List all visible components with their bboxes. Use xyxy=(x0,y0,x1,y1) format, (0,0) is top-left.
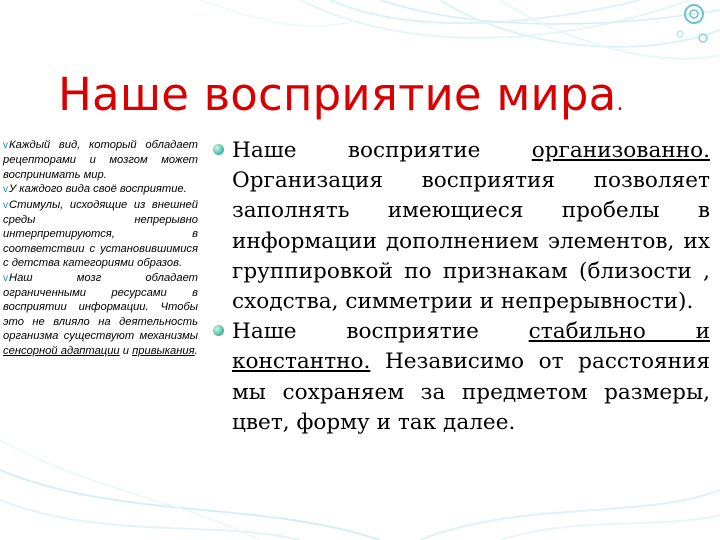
title-text: Наше восприятие мира xyxy=(58,68,617,121)
organized-underlined: организованно. xyxy=(531,138,710,163)
right-bullet-organized xyxy=(213,136,710,317)
left-bullet-text: У каждого вида своё восприятие. xyxy=(9,183,187,196)
left-bullet xyxy=(3,182,198,197)
sensory-adaptation-link[interactable]: сенсорной адаптации xyxy=(3,344,120,357)
right-text-column xyxy=(213,136,710,438)
round-bullet-icon xyxy=(213,325,224,336)
left-bullet-end: . xyxy=(194,344,198,357)
habituation-link[interactable]: привыкания xyxy=(132,344,195,357)
right-bullet-lead: Наше восприятие xyxy=(232,319,529,345)
right-bullet-lead: Наше восприятие xyxy=(232,138,532,163)
right-bullet-body: Организация восприятия позволяет заполнять имеющиеся пробелы в информации дополнением элементов, их группировкой по признакам (близости , сходства, симметрии и непрерывности). xyxy=(232,168,710,315)
left-text-column xyxy=(3,138,198,358)
left-bullet xyxy=(3,271,198,358)
title-period: . xyxy=(616,91,624,116)
round-bullet-icon xyxy=(213,144,224,155)
left-bullet-text: Стимулы, исходящие из внешней среды непрерывно интерпретируются, в соответствии с установившимися с детства категориями образов. xyxy=(3,198,198,270)
left-bullet-text: Каждый вид, который обладает рецепторами и мозгом может воспринимать мир. xyxy=(3,139,198,181)
left-bullet xyxy=(3,198,198,271)
arrow-bullet-icon: v xyxy=(3,199,8,211)
arrow-bullet-icon: v xyxy=(3,272,8,284)
right-bullet-stable xyxy=(213,317,710,438)
left-bullet-text: Наш мозг обладает ограниченными ресурсами в восприятии информации. Чтобы это не влияло на деятельность организма существуют механизмы xyxy=(3,271,198,343)
arrow-bullet-icon: v xyxy=(3,140,8,151)
left-bullet-text-and: и xyxy=(119,344,133,357)
left-bullet xyxy=(3,138,198,182)
stable-constant-underlined: стабильно и константно. xyxy=(232,319,710,375)
right-bullet-body: Независимо от расстояния мы сохраняем за предметом размеры, цвет, форму и так далее. xyxy=(232,349,710,435)
slide-title xyxy=(58,68,678,121)
arrow-bullet-icon: v xyxy=(3,184,8,196)
